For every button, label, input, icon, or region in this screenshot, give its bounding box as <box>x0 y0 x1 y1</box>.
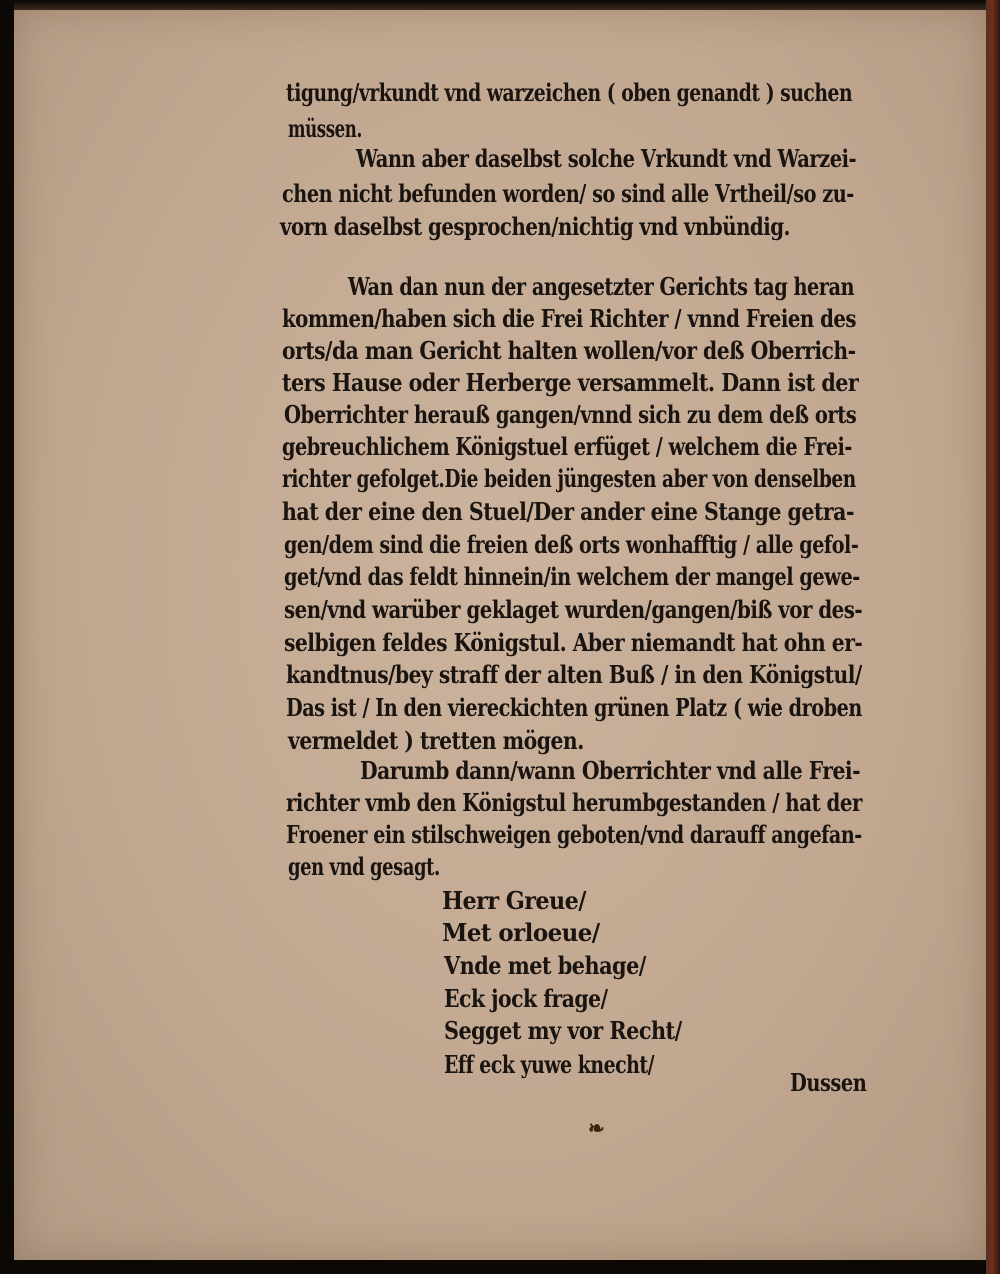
text-line: Froener ein stilschweigen geboten/vnd darauff angefan- <box>286 820 862 849</box>
text-line: Darumb dann/wann Oberrichter vnd alle Frei- <box>360 756 860 785</box>
text-line: kandtnus/bey straff der alten Buß / in den Königstul/ <box>286 660 862 689</box>
text-line: gen vnd gesagt. <box>288 852 440 881</box>
text-line: Wan dan nun der angesetzter Gerichts tag heran <box>348 272 855 301</box>
text-line: get/vnd das feldt hinnein/in welchem der mangel gewe- <box>284 562 860 591</box>
text-line: orts/da man Gericht halten wollen/vor deß Oberrich- <box>282 336 856 365</box>
text-line: gebreuchlichem Königstuel erfüget / welchem die Frei- <box>282 432 852 461</box>
text-line: hat der eine den Stuel/Der ander eine Stange getra- <box>282 497 854 526</box>
text-line: gen/dem sind die freien deß orts wonhafftig / alle gefol- <box>284 530 859 559</box>
text-line: kommen/haben sich die Frei Richter / vnnd Freien des <box>282 304 857 333</box>
verse-line: Eff eck yuwe knecht/ <box>444 1050 655 1079</box>
text-line: vermeldet ) tretten mögen. <box>288 726 584 755</box>
text-line: müssen. <box>288 114 362 143</box>
verse-line: Herr Greue/ <box>442 886 586 915</box>
verse-line: Met orloeue/ <box>442 918 600 947</box>
text-line: ters Hause oder Herberge versammelt. Dann ist der <box>282 368 859 397</box>
text-line: richter gefolget.Die beiden jüngesten aber von denselben <box>282 464 856 493</box>
text-line: chen nicht befunden worden/ so sind alle Vrtheil/so zu- <box>282 179 854 208</box>
verse-line: Vnde met behage/ <box>444 951 646 980</box>
text-line: selbigen feldes Königstul. Aber niemandt hat ohn er- <box>284 628 863 657</box>
text-line: tigung/vrkundt vnd warzeichen ( oben genandt ) suchen <box>286 78 853 107</box>
verse-line: Segget my vor Recht/ <box>444 1016 682 1045</box>
page-right-edge <box>986 0 1000 1274</box>
text-line: sen/vnd warüber geklaget wurden/gangen/biß vor des- <box>284 595 863 624</box>
text-line: richter vmb den Königstul herumbgestanden / hat der <box>286 788 862 817</box>
catchword: Dussen <box>790 1068 867 1097</box>
verse-line: Eck jock frage/ <box>444 984 608 1013</box>
text-line: vorn daselbst gesprochen/nichtig vnd vnbündig. <box>280 212 790 241</box>
text-line: Das ist / In den viereckichten grünen Platz ( wie droben <box>286 693 862 722</box>
printer-ornament: ❧ <box>588 1116 605 1140</box>
text-line: Oberrichter herauß gangen/vnnd sich zu dem deß orts <box>284 400 857 429</box>
text-line: Wann aber daselbst solche Vrkundt vnd Warzei- <box>356 144 857 173</box>
